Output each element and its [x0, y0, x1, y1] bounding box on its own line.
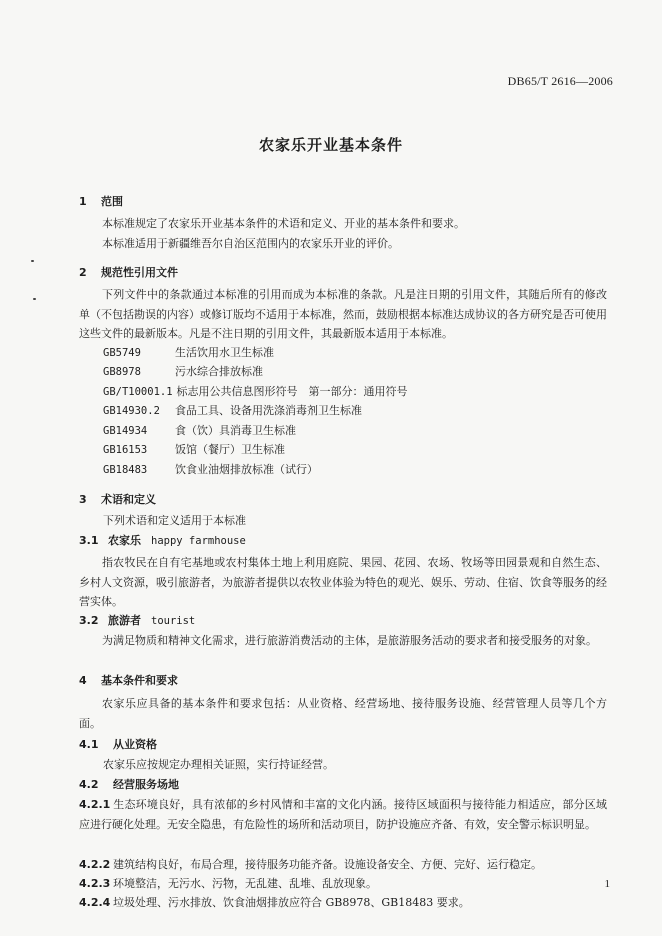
section-3-heading	[79, 491, 156, 507]
clause-4-2-3	[79, 874, 559, 894]
term-chinese: 旅游者	[108, 614, 141, 627]
section-1-heading	[79, 193, 123, 209]
term-3-2	[79, 612, 195, 628]
standard-code: DB65/T 2616—2006	[507, 74, 613, 88]
section-2-heading	[79, 264, 178, 280]
subsection-4-2-heading	[79, 776, 179, 792]
clause-number: 4.2.1	[79, 798, 111, 811]
clause-text: 环境整洁，无污水、污物，无乱建、乱堆、乱放现象。	[113, 877, 377, 890]
clause-text: 生态环境良好，具有浓郁的乡村风情和丰富的文化内涵。接待区域面积与接待能力相适应，部分区域应进行硬化处理。无安全隐患，有危险性的场所和活动项目，防护设施应齐备、有效，安全警示标识明显。	[79, 798, 607, 831]
section-4-intro: 农家乐应具备的基本条件和要求包括：从业资格、经营场地、接待服务设施、经营管理人员等几个方面。	[79, 697, 607, 730]
reference-item	[103, 461, 318, 477]
reference-item	[103, 402, 362, 418]
section-4-heading	[79, 672, 178, 688]
section-3-intro: 下列术语和定义适用于本标准	[103, 514, 246, 527]
reference-item	[103, 344, 274, 360]
subsection-title: 经营服务场地	[113, 778, 179, 791]
clause-4-2-1	[79, 795, 607, 834]
section-1-paragraph-2: 本标准适用于新疆维吾尔自治区范围内的农家乐开业的评价。	[102, 237, 399, 250]
reference-name: 污水综合排放标准	[175, 365, 263, 378]
section-number: 2	[79, 266, 87, 279]
section-number: 4	[79, 674, 87, 687]
section-title: 范围	[101, 195, 123, 208]
page-title: 农家乐开业基本条件	[258, 136, 403, 154]
reference-code: GB18483	[103, 464, 148, 476]
section-number: 1	[79, 195, 87, 208]
term-english: happy farmhouse	[151, 535, 246, 547]
reference-name: 食品工具、设备用洗涤消毒剂卫生标准	[175, 404, 362, 417]
subsection-number: 4.1	[79, 738, 99, 751]
section-title: 术语和定义	[101, 493, 156, 506]
reference-name: 生活饮用水卫生标准	[175, 346, 274, 359]
clause-number: 4.2.3	[79, 877, 111, 890]
term-number: 3.1	[79, 534, 99, 547]
section-2-intro: 下列文件中的条款通过本标准的引用而成为本标准的条款。凡是注日期的引用文件，其随后所有的修改单（不包括勘误的内容）或修订版均不适用于本标准，然而，鼓励根据本标准达成协议的各方研究是否可使用这些文件的最新版本。凡是不注日期的引用文件，其最新版本适用于本标准。	[79, 288, 607, 340]
clause-4-2-2	[79, 855, 607, 875]
reference-item	[103, 422, 296, 438]
term-english: tourist	[151, 615, 196, 627]
reference-code: GB5749	[103, 347, 141, 359]
reference-item	[103, 363, 263, 379]
subsection-number: 4.2	[79, 778, 99, 791]
clause-text: 垃圾处理、污水排放、饮食油烟排放应符合 GB8978、GB18483 要求。	[113, 896, 470, 909]
clause-text: 建筑结构良好，布局合理，接待服务功能齐备。设施设备安全、方便、完好、运行稳定。	[113, 858, 542, 871]
scan-speck	[31, 260, 34, 262]
reference-name: 饮食业油烟排放标准（试行）	[175, 463, 318, 476]
section-title: 规范性引用文件	[101, 266, 178, 279]
page-number: 1	[604, 878, 610, 890]
reference-item	[103, 441, 285, 457]
clause-number: 4.2.2	[79, 858, 111, 871]
section-1-paragraph-1: 本标准规定了农家乐开业基本条件的术语和定义、开业的基本条件和要求。	[102, 217, 465, 230]
term-3-1-definition: 指农牧民在自有宅基地或农村集体土地上利用庭院、果园、花园、农场、牧场等田园景观和自然生态、乡村人文资源，吸引旅游者，为旅游者提供以农牧业体验为特色的观光、娱乐、劳动、住宿、饮食等服务的经营实体。	[79, 556, 607, 608]
scan-speck	[33, 298, 36, 300]
section-title: 基本条件和要求	[101, 674, 178, 687]
reference-name: 饭馆（餐厅）卫生标准	[175, 443, 285, 456]
reference-code: GB/T10001.1	[103, 386, 173, 398]
reference-item	[103, 383, 408, 399]
subsection-title: 从业资格	[113, 738, 157, 751]
term-chinese: 农家乐	[108, 534, 141, 547]
reference-code: GB16153	[103, 444, 148, 456]
reference-code: GB14930.2	[103, 405, 160, 417]
subsection-4-1-text: 农家乐应按规定办理相关证照，实行持证经营。	[103, 758, 334, 771]
reference-name: 食（饮）具消毒卫生标准	[175, 424, 296, 437]
clause-number: 4.2.4	[79, 896, 111, 909]
reference-code: GB8978	[103, 366, 141, 378]
subsection-4-1-heading	[79, 736, 157, 752]
term-number: 3.2	[79, 614, 99, 627]
term-3-2-definition: 为满足物质和精神文化需求，进行旅游消费活动的主体，是旅游服务活动的要求者和接受服务的对象。	[102, 634, 597, 647]
reference-code: GB14934	[103, 425, 148, 437]
section-number: 3	[79, 493, 87, 506]
term-3-1	[79, 532, 246, 548]
clause-4-2-4	[79, 893, 559, 913]
reference-name: 标志用公共信息图形符号 第一部分：通用符号	[176, 385, 408, 398]
